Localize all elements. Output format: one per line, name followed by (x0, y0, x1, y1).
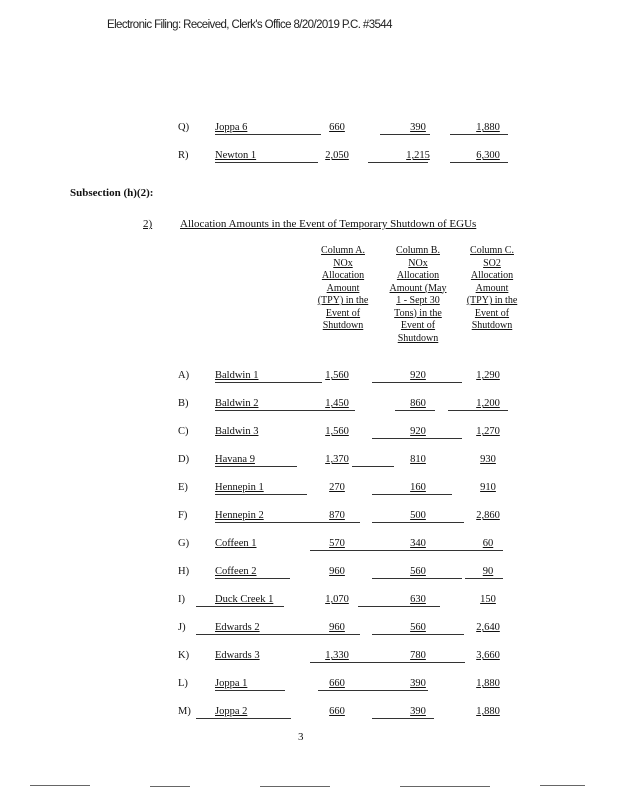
column-a-line: Column A. (321, 245, 365, 256)
nox-season-value: 500 (410, 510, 426, 521)
subsection-heading: Subsection (h)(2): (70, 187, 154, 199)
unit-name: Duck Creek 1 (215, 594, 274, 605)
so2-tpy-value: 1,880 (476, 678, 500, 689)
underline-rule (450, 134, 508, 135)
underline-rule (380, 134, 430, 135)
unit-name: Coffeen 1 (215, 538, 257, 549)
unit-name: Newton 1 (215, 150, 257, 161)
column-c-line: SO2 (483, 257, 501, 269)
underline-rule (215, 134, 321, 135)
nox-tpy-value: 660 (329, 706, 345, 717)
underline-rule (215, 466, 297, 467)
item-title: Allocation Amounts in the Event of Temporary Shutdown of EGUs (180, 218, 477, 230)
table-row (0, 426, 618, 440)
so2-tpy-value: 1,270 (476, 426, 500, 437)
nox-season-value: 160 (410, 482, 426, 493)
so2-tpy-value: 90 (482, 566, 494, 577)
column-b-line: Amount (May (389, 282, 447, 294)
unit-name: Baldwin 2 (215, 398, 259, 409)
underline-rule (448, 410, 508, 411)
underline-rule (215, 578, 290, 579)
nox-season-value: 810 (410, 454, 426, 465)
row-letter: C) (178, 426, 189, 437)
nox-tpy-value: 570 (329, 538, 345, 549)
unit-name: Joppa 6 (215, 122, 248, 133)
underline-rule (358, 606, 440, 607)
unit-name: Baldwin 1 (215, 370, 259, 381)
underline-rule (372, 718, 434, 719)
nox-tpy-value: 1,450 (325, 398, 349, 409)
column-c-header (456, 245, 528, 333)
so2-tpy-value: 930 (480, 454, 496, 465)
so2-tpy-value: 60 (482, 538, 494, 549)
underline-rule (395, 410, 435, 411)
unit-name: Joppa 2 (215, 706, 248, 717)
underline-rule (372, 494, 452, 495)
nox-tpy-value: 960 (329, 566, 345, 577)
column-b-line: NOx (408, 257, 428, 269)
nox-season-value: 1,215 (406, 150, 430, 161)
column-b-line: 1 - Sept 30 (396, 295, 440, 306)
unit-name: Edwards 2 (215, 622, 260, 633)
nox-season-value: 340 (410, 538, 426, 549)
underline-rule (215, 494, 307, 495)
nox-tpy-value: 270 (329, 482, 345, 493)
nox-tpy-value: 1,560 (325, 426, 349, 437)
underline-rule (368, 162, 428, 163)
column-a-line: Amount (326, 282, 360, 294)
so2-tpy-value: 3,660 (476, 650, 500, 661)
nox-season-value: 390 (410, 678, 426, 689)
unit-name: Hennepin 2 (215, 510, 264, 521)
scan-artifact (150, 786, 190, 787)
row-letter: E) (178, 482, 188, 493)
table-row (0, 678, 618, 692)
so2-tpy-value: 150 (480, 594, 496, 605)
column-a-line: Shutdown (322, 320, 364, 331)
unit-name: Coffeen 2 (215, 566, 257, 577)
so2-tpy-value: 910 (480, 482, 496, 493)
underline-rule (215, 382, 322, 383)
underline-rule (372, 578, 462, 579)
nox-tpy-value: 960 (329, 622, 345, 633)
so2-tpy-value: 2,640 (476, 622, 500, 633)
electronic-filing-stamp: Electronic Filing: Received, Clerk's Office 8/20/2019 P.C. #3544 (107, 19, 392, 31)
row-letter: M) (178, 706, 191, 717)
column-b-line: Allocation (396, 270, 440, 281)
unit-name: Baldwin 3 (215, 426, 259, 437)
column-b-line: Shutdown (397, 332, 439, 344)
column-c-line: Allocation (470, 270, 514, 281)
scan-artifact (400, 786, 490, 787)
table-row (0, 706, 618, 720)
row-letter: L) (178, 678, 188, 689)
row-letter: J) (178, 622, 186, 633)
so2-tpy-value: 6,300 (476, 150, 500, 161)
row-letter: Q) (178, 122, 190, 133)
so2-tpy-value: 1,880 (476, 122, 500, 133)
table-row (0, 122, 618, 136)
nox-season-value: 780 (410, 650, 426, 661)
row-letter: F) (178, 510, 188, 521)
underline-rule (215, 162, 318, 163)
column-c-line: Column C. (470, 245, 514, 256)
unit-name: Joppa 1 (215, 678, 248, 689)
nox-tpy-value: 870 (329, 510, 345, 521)
table-row (0, 482, 618, 496)
table-row (0, 370, 618, 384)
column-a-line: Allocation (321, 270, 365, 281)
column-b-header (380, 245, 456, 345)
underline-rule (465, 578, 503, 579)
item-number: 2) (143, 218, 153, 230)
table-row (0, 510, 618, 524)
table-row (0, 454, 618, 468)
table-row (0, 538, 618, 552)
underline-rule (215, 690, 285, 691)
underline-rule (372, 438, 462, 439)
column-a-header (308, 245, 378, 333)
row-letter: D) (178, 454, 190, 465)
unit-name: Edwards 3 (215, 650, 260, 661)
table-row (0, 398, 618, 412)
underline-rule (196, 718, 291, 719)
table-row (0, 650, 618, 664)
row-letter: A) (178, 370, 190, 381)
row-letter: R) (178, 150, 189, 161)
nox-season-value: 920 (410, 426, 426, 437)
so2-tpy-value: 1,200 (476, 398, 500, 409)
nox-tpy-value: 660 (329, 122, 345, 133)
underline-rule (372, 382, 462, 383)
underline-rule (318, 690, 428, 691)
column-c-line: Event of (474, 307, 510, 319)
nox-season-value: 560 (410, 566, 426, 577)
column-c-line: Shutdown (471, 320, 513, 331)
underline-rule (215, 410, 355, 411)
underline-rule (196, 606, 284, 607)
page-number: 3 (298, 731, 304, 743)
nox-season-value: 560 (410, 622, 426, 633)
scan-artifact (540, 785, 585, 786)
row-letter: H) (178, 566, 190, 577)
nox-tpy-value: 1,070 (325, 594, 349, 605)
underline-rule (310, 662, 465, 663)
row-letter: G) (178, 538, 190, 549)
so2-tpy-value: 1,880 (476, 706, 500, 717)
column-b-line: Event of (400, 320, 436, 331)
underline-rule (310, 550, 503, 551)
column-a-line: Event of (325, 307, 361, 319)
column-a-line: (TPY) in the (317, 295, 369, 306)
underline-rule (215, 522, 360, 523)
nox-tpy-value: 1,330 (325, 650, 349, 661)
nox-tpy-value: 1,370 (325, 454, 349, 465)
underline-rule (450, 162, 508, 163)
column-c-line: Amount (475, 282, 509, 294)
nox-season-value: 390 (410, 122, 426, 133)
nox-tpy-value: 1,560 (325, 370, 349, 381)
scan-artifact (30, 785, 90, 786)
nox-tpy-value: 2,050 (325, 150, 349, 161)
column-b-line: Tons) in the (394, 307, 442, 319)
underline-rule (352, 466, 394, 467)
row-letter: I) (178, 594, 185, 605)
table-row (0, 622, 618, 636)
row-letter: B) (178, 398, 189, 409)
underline-rule (372, 522, 464, 523)
so2-tpy-value: 2,860 (476, 510, 500, 521)
so2-tpy-value: 1,290 (476, 370, 500, 381)
table-row (0, 566, 618, 580)
nox-season-value: 630 (410, 594, 426, 605)
column-a-line: NOx (333, 257, 353, 269)
table-row (0, 150, 618, 164)
nox-tpy-value: 660 (329, 678, 345, 689)
unit-name: Havana 9 (215, 454, 255, 465)
column-b-line: Column B. (396, 245, 440, 256)
nox-season-value: 920 (410, 370, 426, 381)
underline-rule (372, 634, 464, 635)
nox-season-value: 860 (410, 398, 426, 409)
row-letter: K) (178, 650, 190, 661)
column-c-line: (TPY) in the (466, 295, 518, 306)
nox-season-value: 390 (410, 706, 426, 717)
underline-rule (196, 634, 360, 635)
unit-name: Hennepin 1 (215, 482, 264, 493)
table-row (0, 594, 618, 608)
scan-artifact (260, 786, 330, 787)
